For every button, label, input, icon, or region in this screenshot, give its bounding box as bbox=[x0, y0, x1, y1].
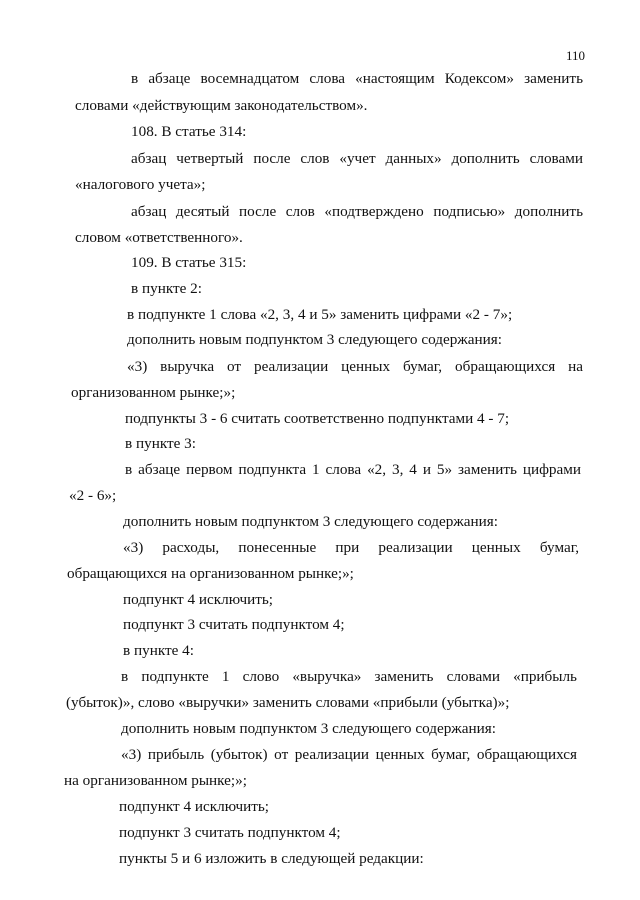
text-line: подпункт 4 исключить; bbox=[123, 591, 274, 608]
text-line: в абзаце первом подпункта 1 слова «2, 3, 4 и 5» заменить цифрами bbox=[125, 461, 581, 478]
text-line: пункты 5 и 6 изложить в следующей редакции: bbox=[119, 850, 424, 867]
text-line: в пункте 4: bbox=[123, 642, 194, 659]
text-line: 108. В статье 314: bbox=[131, 123, 247, 140]
text-line: 109. В статье 315: bbox=[131, 254, 247, 271]
text-line: словом «ответственного». bbox=[75, 229, 243, 246]
text-line: в абзаце восемнадцатом слова «настоящим Кодексом» заменить bbox=[131, 70, 583, 87]
text-line: организованном рынке;»; bbox=[71, 384, 236, 401]
page-number: 110 bbox=[566, 48, 586, 63]
text-line: подпункт 3 считать подпунктом 4; bbox=[119, 824, 341, 841]
text-line: в подпункте 1 слова «2, 3, 4 и 5» заменить цифрами «2 - 7»; bbox=[127, 306, 513, 323]
text-line: «налогового учета»; bbox=[75, 176, 206, 193]
text-line: на организованном рынке;»; bbox=[64, 772, 247, 789]
text-line: словами «действующим законодательством». bbox=[75, 97, 368, 114]
text-line: дополнить новым подпунктом 3 следующего содержания: bbox=[127, 331, 502, 348]
text-line: обращающихся на организованном рынке;»; bbox=[67, 565, 354, 582]
text-line: подпункты 3 - 6 считать соответственно подпунктами 4 - 7; bbox=[125, 410, 510, 427]
text-line: абзац десятый после слов «подтверждено подписью» дополнить bbox=[131, 203, 583, 220]
text-line: в подпункте 1 слово «выручка» заменить словами «прибыль bbox=[121, 668, 577, 685]
text-line: дополнить новым подпунктом 3 следующего содержания: bbox=[123, 513, 498, 530]
text-line: (убыток)», слово «выручки» заменить словами «прибыли (убытка)»; bbox=[66, 694, 510, 711]
text-line: дополнить новым подпунктом 3 следующего содержания: bbox=[121, 720, 496, 737]
text-line: подпункт 3 считать подпунктом 4; bbox=[123, 616, 345, 633]
text-line: «3) выручка от реализации ценных бумаг, обращающихся на bbox=[127, 358, 583, 375]
text-line: «2 - 6»; bbox=[69, 487, 117, 504]
text-line: в пункте 2: bbox=[131, 280, 202, 297]
text-line: подпункт 4 исключить; bbox=[119, 798, 270, 815]
text-line: абзац четвертый после слов «учет данных» дополнить словами bbox=[131, 150, 583, 167]
text-line: в пункте 3: bbox=[125, 435, 196, 452]
text-line: «3) расходы, понесенные при реализации ценных бумаг, bbox=[123, 539, 579, 556]
text-line: «3) прибыль (убыток) от реализации ценных бумаг, обращающихся bbox=[121, 746, 577, 763]
